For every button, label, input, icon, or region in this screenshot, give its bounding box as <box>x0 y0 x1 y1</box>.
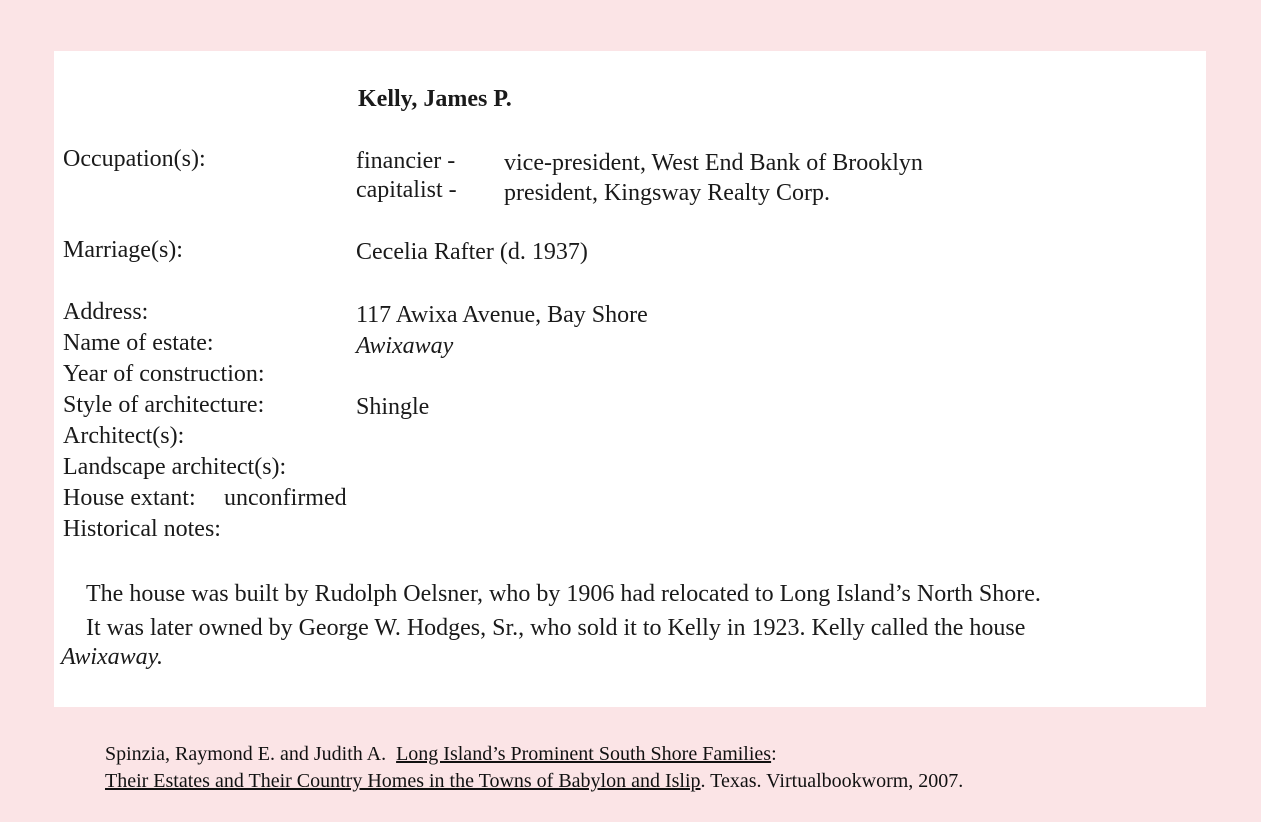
citation-colon: : <box>771 743 777 765</box>
landscape-label: Landscape architect(s): <box>63 454 287 480</box>
record-title: Kelly, James P. <box>358 86 512 112</box>
notes-line-2: It was later owned by George W. Hodges, Sr., who sold it to Kelly in 1923. Kelly called the house <box>86 615 1026 641</box>
notes-label: Historical notes: <box>63 516 221 542</box>
estate-name-label: Name of estate: <box>63 330 214 356</box>
occupation-detail-1: vice-president, West End Bank of Brooklyn <box>504 150 923 176</box>
notes-line-1: The house was built by Rudolph Oelsner, who by 1906 had relocated to Long Island’s North Shore. <box>86 581 1041 607</box>
occupation-role-2: capitalist - <box>356 177 457 203</box>
style-value: Shingle <box>356 394 430 420</box>
citation-line-2 <box>105 768 963 794</box>
style-label: Style of architecture: <box>63 392 265 418</box>
address-label: Address: <box>63 299 149 325</box>
citation-line-1 <box>105 741 777 767</box>
marriage-value: Cecelia Rafter (d. 1937) <box>356 239 588 265</box>
record-card <box>54 51 1206 707</box>
architect-label: Architect(s): <box>63 423 185 449</box>
year-label: Year of construction: <box>63 361 265 387</box>
citation-title-part2: Their Estates and Their Country Homes in the Towns of Babylon and Islip <box>105 770 701 792</box>
address-value: 117 Awixa Avenue, Bay Shore <box>356 302 648 328</box>
occupation-role-1: financier - <box>356 148 456 174</box>
citation-title-part1: Long Island’s Prominent South Shore Families <box>396 743 772 765</box>
extant-label: House extant: <box>63 485 196 511</box>
estate-name-value: Awixaway <box>356 333 454 359</box>
occupation-detail-2: president, Kingsway Realty Corp. <box>504 180 830 206</box>
marriage-label: Marriage(s): <box>63 237 183 263</box>
notes-line-3: Awixaway. <box>61 644 163 670</box>
occupation-label: Occupation(s): <box>63 146 206 172</box>
citation-publisher: . Texas. Virtualbookworm, 2007. <box>700 770 964 792</box>
citation-authors: Spinzia, Raymond E. and Judith A. <box>105 743 387 765</box>
extant-value: unconfirmed <box>224 485 347 511</box>
